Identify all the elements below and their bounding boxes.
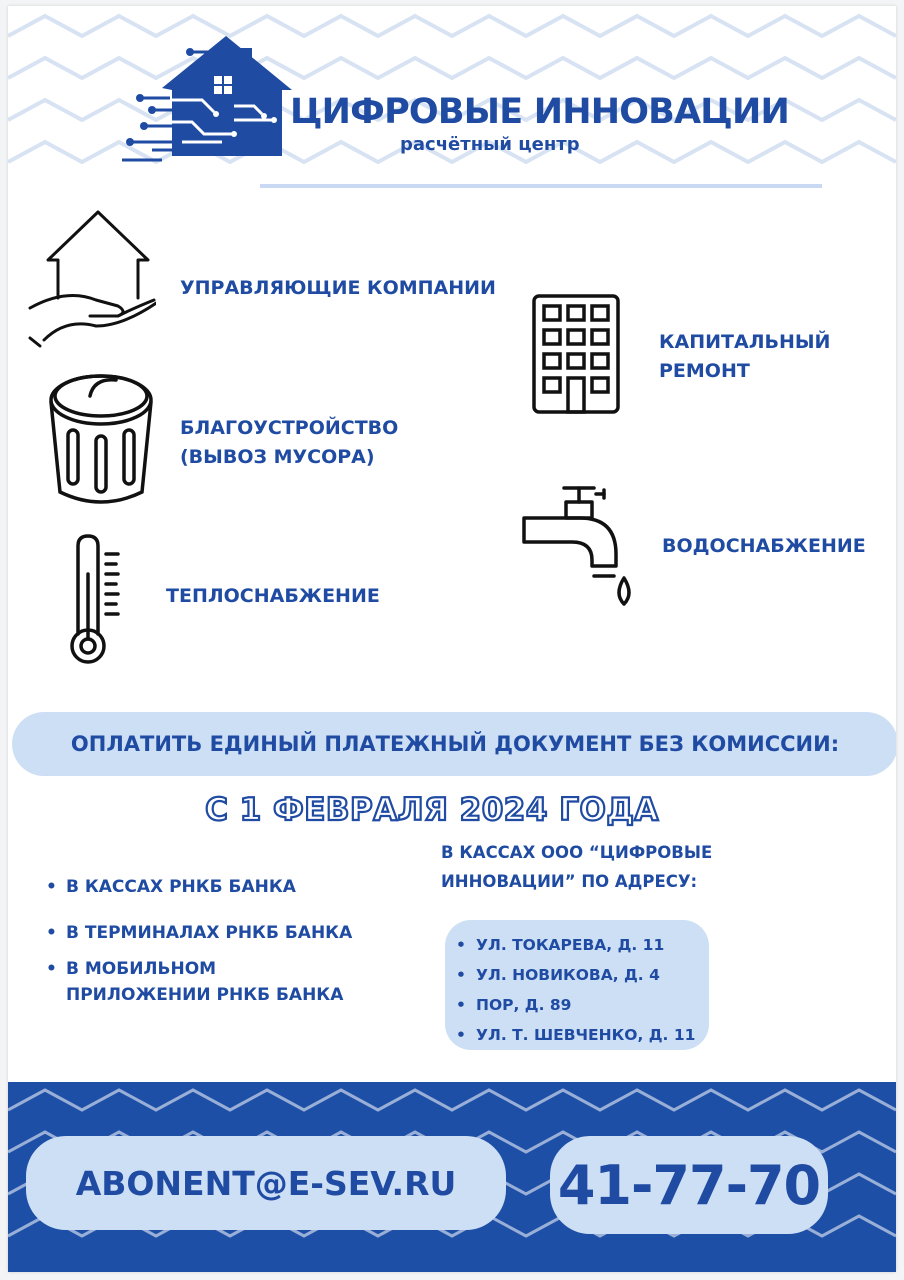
service-label-line-2: (ВЫВОЗ МУСОРА) bbox=[180, 446, 375, 468]
email-contact[interactable]: ABONENT@E-SEV.RU bbox=[26, 1136, 506, 1230]
payment-date-text: С 1 ФЕВРАЛЯ 2024 ГОДА bbox=[205, 792, 659, 828]
list-item: • УЛ. НОВИКОВА, Д. 4 bbox=[476, 960, 695, 990]
brand-subtitle: расчётный центр bbox=[400, 134, 580, 155]
flyer-page bbox=[8, 6, 896, 1272]
house-hand-icon bbox=[26, 208, 156, 358]
payment-title: ОПЛАТИТЬ ЕДИНЫЙ ПЛАТЕЖНЫЙ ДОКУМЕНТ БЕЗ КОМИССИИ: bbox=[12, 712, 896, 776]
bank-options-list bbox=[66, 874, 352, 1008]
address-list bbox=[476, 930, 695, 1050]
service-label: ТЕПЛОСНАБЖЕНИЕ bbox=[166, 585, 380, 607]
thermometer-icon bbox=[66, 534, 126, 666]
list-item: • ПОР, Д. 89 bbox=[476, 990, 695, 1020]
list-item: • В ТЕРМИНАЛАХ РНКБ БАНКА bbox=[66, 920, 352, 946]
building-icon bbox=[530, 292, 622, 416]
water-tap-icon bbox=[520, 480, 642, 614]
phone-contact[interactable]: 41-77-70 bbox=[550, 1136, 828, 1234]
service-capital-repair bbox=[659, 328, 830, 386]
trash-bin-icon bbox=[46, 366, 156, 508]
brand-title: ЦИФРОВЫЕ ИННОВАЦИИ bbox=[290, 92, 789, 132]
cash-desk-heading: В КАССАХ ООО “ЦИФРОВЫЕ ИННОВАЦИИ” ПО АДРЕСУ: bbox=[441, 843, 713, 891]
list-item: • УЛ. Т. ШЕВЧЕНКО, Д. 11 bbox=[476, 1020, 695, 1050]
house-circuit-logo-icon bbox=[122, 30, 292, 164]
service-landscaping bbox=[180, 414, 398, 472]
list-item: • УЛ. ТОКАРЕВА, Д. 11 bbox=[476, 930, 695, 960]
payment-date bbox=[8, 782, 896, 832]
footer bbox=[8, 1082, 896, 1272]
service-label: УПРАВЛЯЮЩИЕ КОМПАНИИ bbox=[180, 277, 496, 299]
service-label-line-1: БЛАГОУСТРОЙСТВО bbox=[180, 417, 399, 439]
logo-divider bbox=[260, 184, 822, 188]
service-management-companies bbox=[180, 274, 496, 303]
list-item: • В МОБИЛЬНОМ ПРИЛОЖЕНИИ РНКБ БАНКА bbox=[66, 956, 352, 1008]
service-label-line-1: КАПИТАЛЬНЫЙ bbox=[659, 331, 831, 353]
service-heat-supply bbox=[166, 582, 380, 611]
service-label-line-2: РЕМОНТ bbox=[659, 360, 750, 382]
service-water-supply bbox=[662, 532, 866, 561]
service-label: ВОДОСНАБЖЕНИЕ bbox=[662, 535, 866, 557]
list-item: • В КАССАХ РНКБ БАНКА bbox=[66, 874, 352, 900]
